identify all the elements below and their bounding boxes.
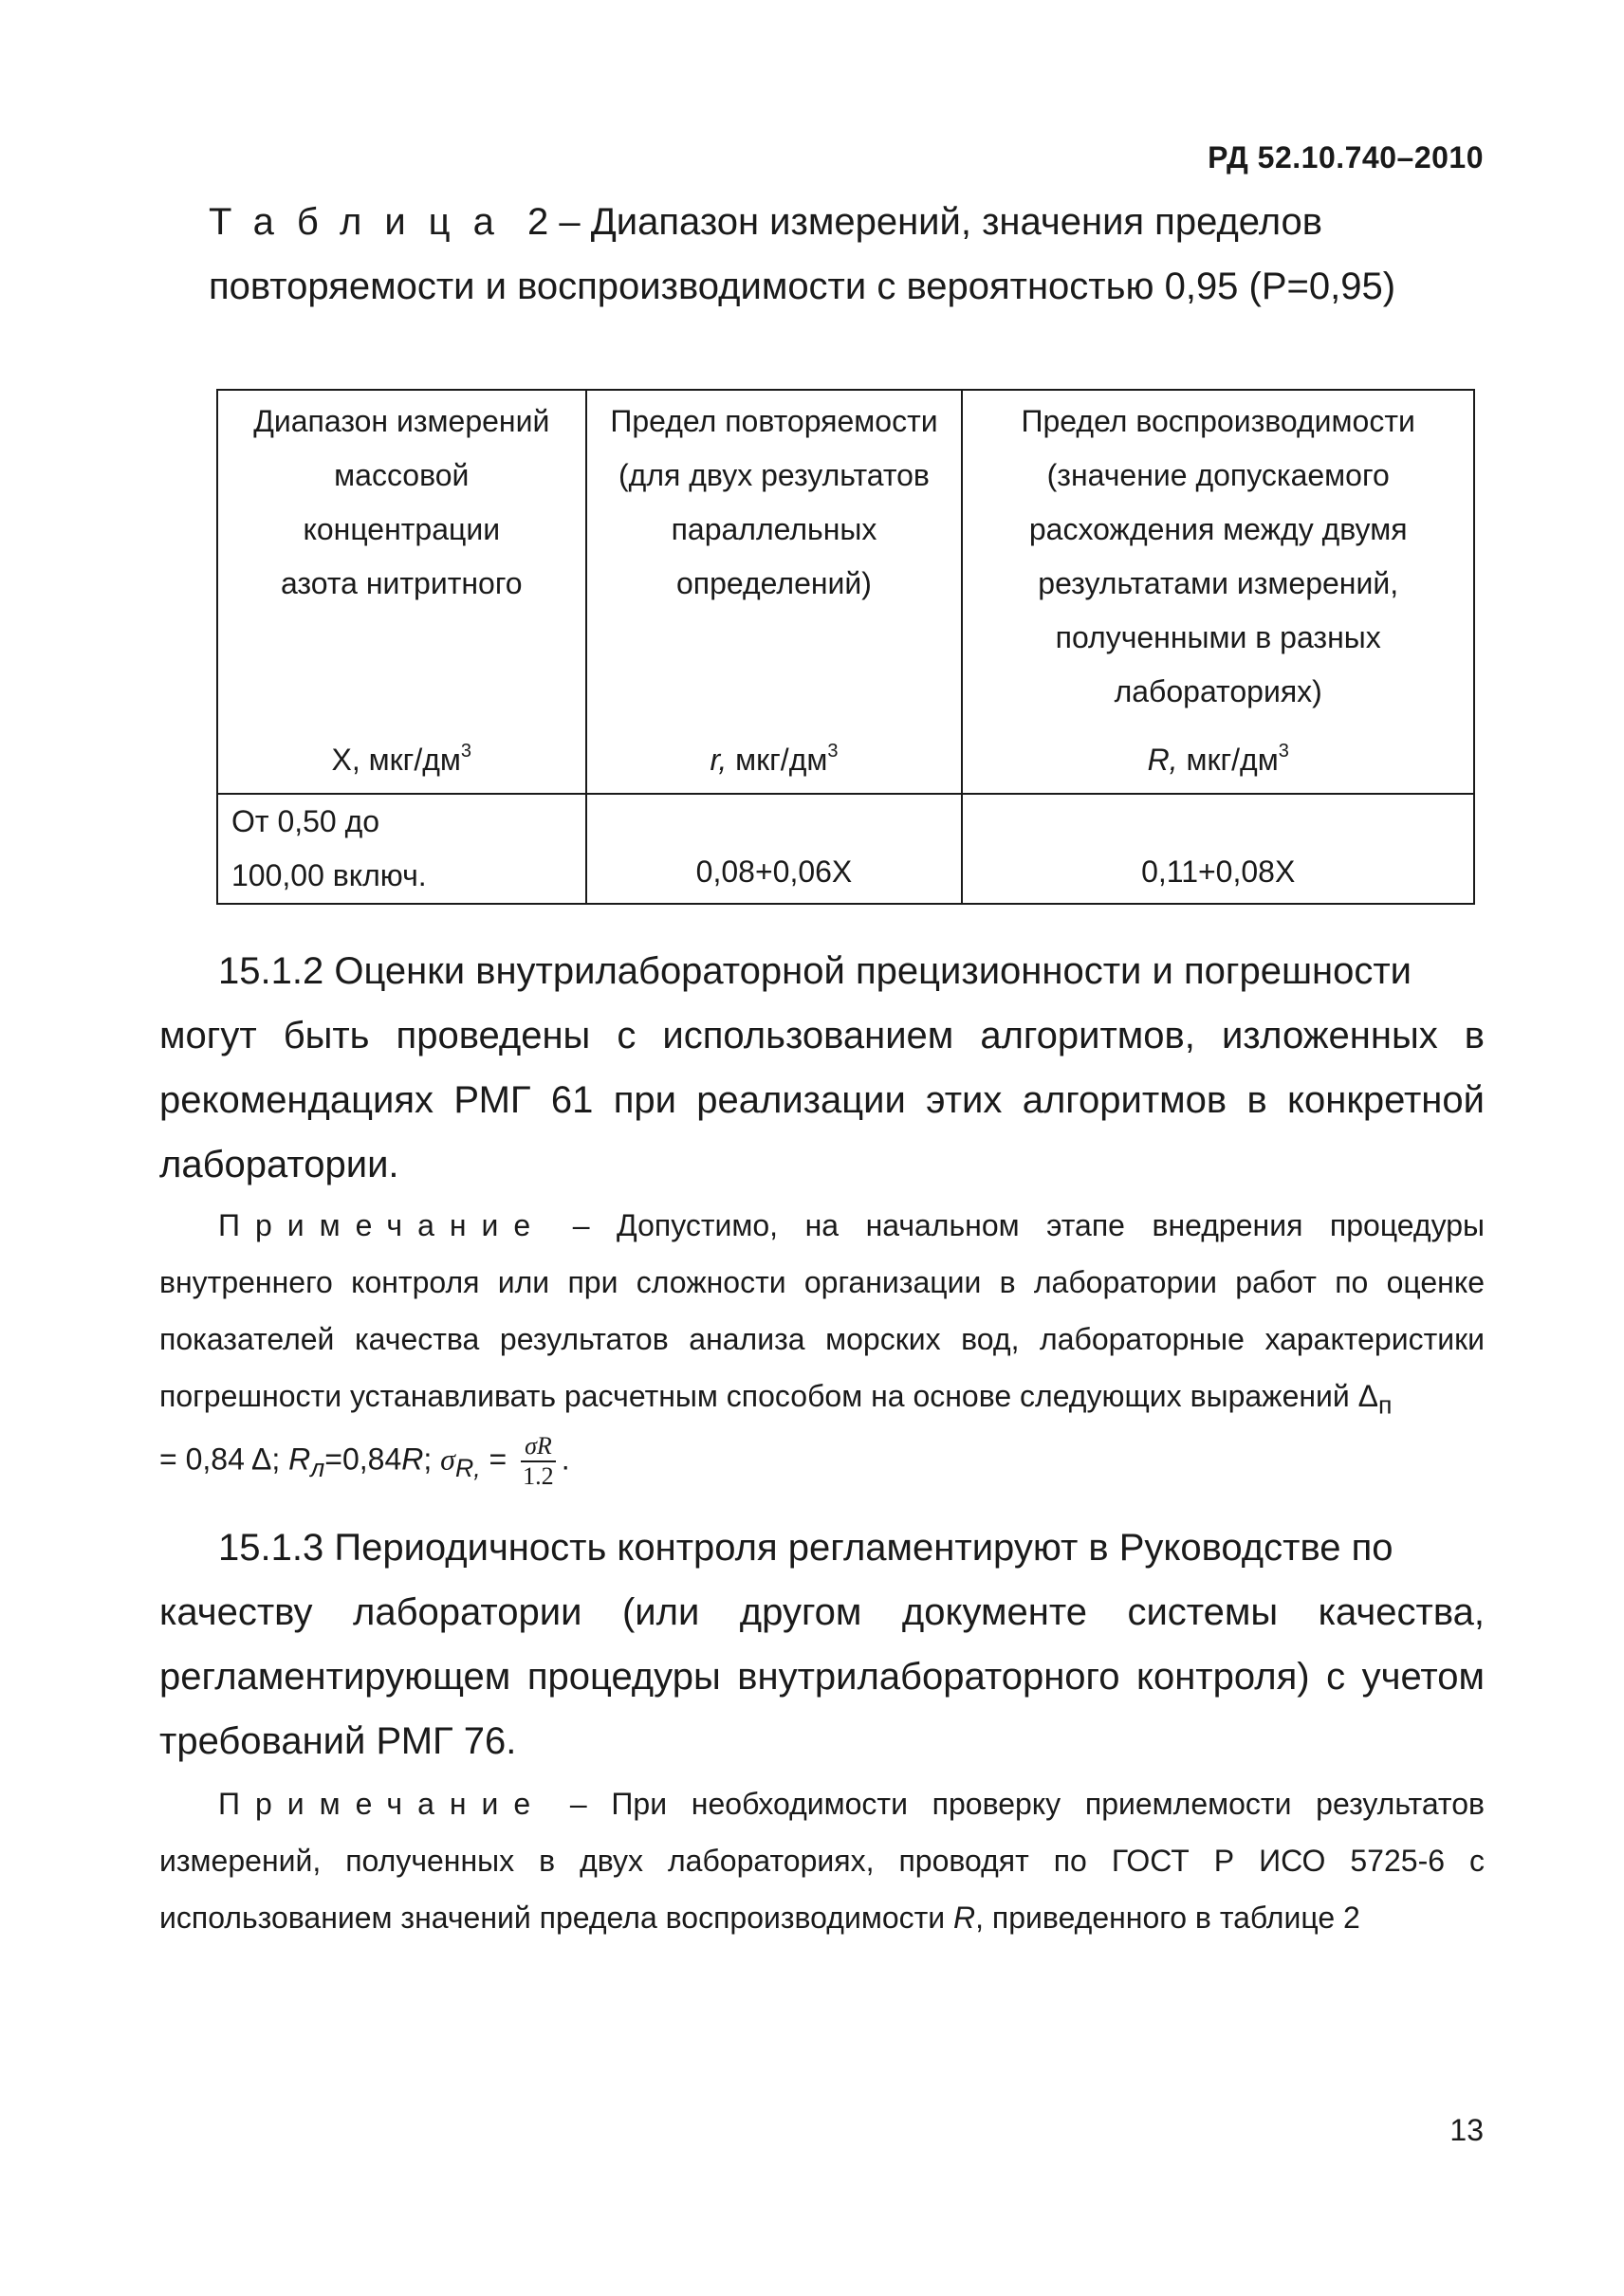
document-code: РД 52.10.740–2010 — [1208, 140, 1484, 174]
header-unit: R, мкг/$дм^3$ — [1147, 741, 1289, 777]
header-line: Диапазон измерений — [253, 404, 550, 438]
header-unit: r, мкг/$дм^3$ — [710, 741, 839, 777]
note-label: Примечание — [218, 1787, 546, 1821]
header-cell-repeatability — [586, 390, 963, 794]
note-label: Примечание — [218, 1208, 546, 1242]
header-line: определений) — [675, 566, 872, 600]
header-line: полученными в разных — [1055, 620, 1381, 654]
table-cell-r: 0,08+0,06X — [586, 794, 963, 904]
table-caption-label: Таблица — [209, 201, 517, 243]
table-row — [217, 794, 1474, 904]
formula: = 0,84 Δ; $R_л=0,84R$; $\sigma_{R,}$ = $\frac{\sigma R}{1.2}$ . — [159, 1432, 570, 1490]
note-1: Примечание – Допустимо, на начальном этапе внедрения процедуры внутреннего контроля или при сложности организации в лаборатории работ по оценке показателей качества результатов анализа морских вод, лабораторные характеристики погрешности устанавливать расчетным способом на основе следующих выражений $\Delta_п$ — [159, 1208, 1485, 1420]
table-caption-title: 2 – Диапазон измерений, значения пределов — [526, 201, 1322, 243]
note-2: Примечание – При необходимости проверку приемлемости результатов измерений, полученных в двух лабораториях, проводят по ГОСТ Р ИСО 5725-6 с использованием значений предела воспроизводимости R, приведенного в таблице 2 — [159, 1787, 1485, 1935]
formula-fraction: $\frac{\sigma R}{1.2}$ — [521, 1432, 556, 1491]
header-line: Предел воспроизводимости — [1021, 404, 1415, 438]
header-line: азота нитритного — [280, 566, 523, 600]
header-line: расхождения между двумя — [1028, 512, 1408, 546]
paragraph-first-line: 15.1.3 Периодичность контроля регламентируют в Руководстве по — [218, 1527, 1393, 1569]
header-line: массовой — [334, 458, 470, 492]
paragraph-first-line: 15.1.2 Оценки внутрилабораторной прецизионности и погрешности — [218, 950, 1412, 992]
header-line: (для двух результатов — [618, 458, 930, 492]
header-line: лабораториях) — [1114, 674, 1322, 708]
note-text: – Допустимо, на начальном этапе внедрения процедуры внутреннего контроля или при сложности организации в лаборатории работ по оценке показателей качества результатов анализа морских вод, лабораторные характеристики погрешности устанавливать расчетным способом на основе следующих выражений Δ — [159, 1208, 1485, 1413]
header-line: результатами измерений, — [1038, 566, 1399, 600]
header-line: (значение допускаемого — [1046, 458, 1390, 492]
table-cell-range: От 0,50 до 100,00 включ. — [217, 794, 586, 904]
page-number: 13 — [1449, 2113, 1484, 2147]
header-cell-reproducibility — [962, 390, 1474, 794]
table-caption-title-line2: повторяемости и воспроизводимости с вероятностью 0,95 (Р=0,95) — [209, 266, 1396, 307]
paragraph-15-1-3 — [159, 1515, 1485, 1773]
table-caption — [209, 190, 1485, 319]
header-line: концентрации — [303, 512, 501, 546]
header-line: Предел повторяемости — [610, 404, 938, 438]
paragraph-15-1-2 — [159, 939, 1485, 1197]
header-line: параллельных — [671, 512, 877, 546]
note-text: – При необходимости проверку приемлемости результатов измерений, полученных в двух лабораториях, проводят по ГОСТ Р ИСО 5725-6 с использованием значений предела воспроизводимости — [159, 1787, 1485, 1935]
paragraph-body: могут быть проведены с использованием алгоритмов, изложенных в рекомендациях РМГ 61 при реализации этих алгоритмов в конкретной лаборатории. — [159, 1015, 1485, 1185]
header-cell-range — [217, 390, 586, 794]
header-unit: X, мкг/$дм^3$ — [331, 741, 472, 777]
table-cell-R: 0,11+0,08X — [962, 794, 1474, 904]
table-header-row — [217, 390, 1474, 794]
measurement-table — [216, 389, 1475, 905]
paragraph-body: качеству лаборатории (или другом документе системы качества, регламентирующем процедуры внутрилабораторного контроля) с учетом требований РМГ 76. — [159, 1591, 1485, 1762]
